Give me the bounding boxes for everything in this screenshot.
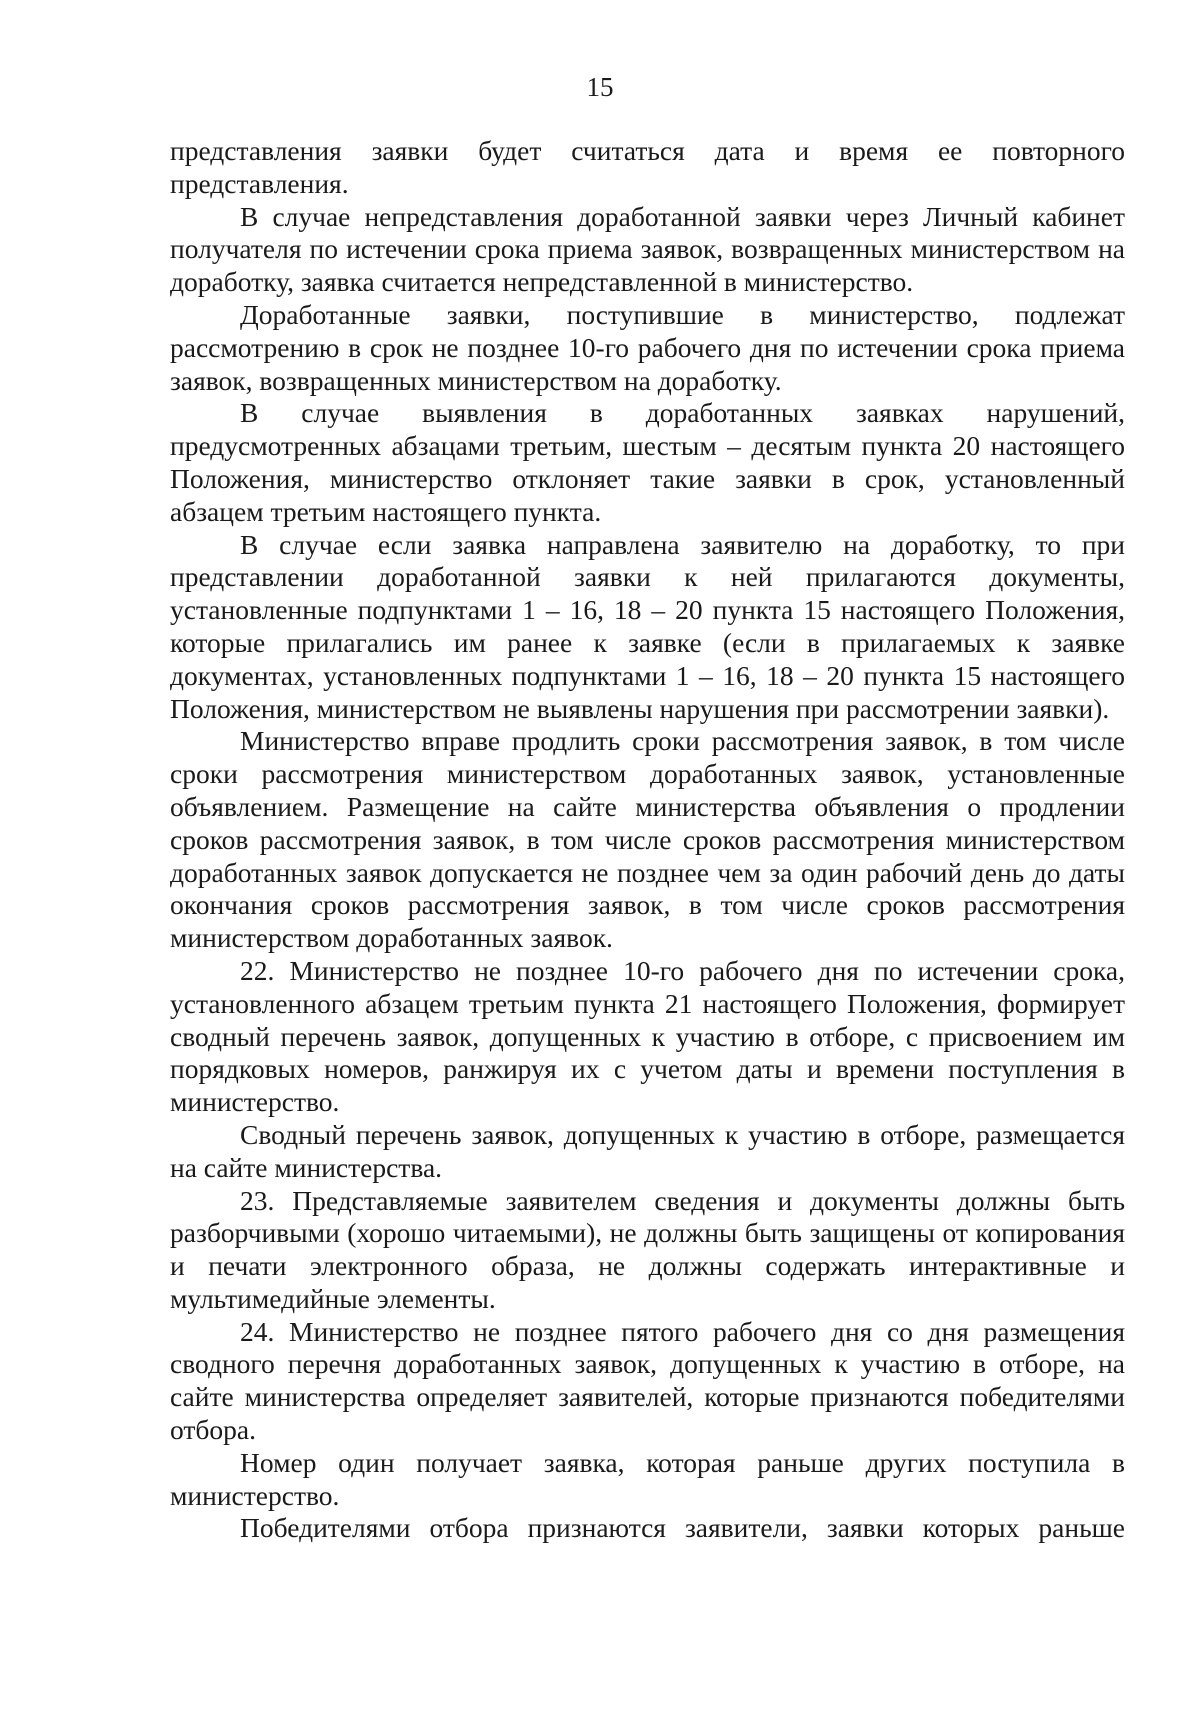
paragraph: В случае непредставления доработанной заявки через Личный кабинет получателя по истечении срока приема заявок, возвращенных министерством на доработку, заявка считается непредставленной в министерство.	[170, 200, 1125, 298]
paragraph: В случае если заявка направлена заявителю на доработку, то при представлении доработанной заявки к ней прилагаются документы, установленные подпунктами 1 – 16, 18 – 20 пункта 15 настоящего Положения, которые прилагались им ранее к заявке (если в прилагаемых к заявке документах, установленных подпунктами 1 – 16, 18 – 20 пункта 15 настоящего Положения, министерством не выявлены нарушения при рассмотрении заявки).	[170, 528, 1125, 724]
paragraph: представления заявки будет считаться дата и время ее повторного представления.	[170, 135, 1125, 199]
document-body	[170, 135, 1125, 1545]
paragraph: Доработанные заявки, поступившие в министерство, подлежат рассмотрению в срок не позднее 10-го рабочего дня по истечении срока приема заявок, возвращенных министерством на доработку.	[170, 298, 1125, 396]
paragraph: 24. Министерство не позднее пятого рабочего дня со дня размещения сводного перечня доработанных заявок, допущенных к участию в отборе, на сайте министерства определяет заявителей, которые признаются победителями отбора.	[170, 1315, 1125, 1446]
paragraph: Победителями отбора признаются заявители, заявки которых раньше	[240, 1512, 1125, 1544]
paragraph: 23. Представляемые заявителем сведения и документы должны быть разборчивыми (хорошо читаемыми), не должны быть защищены от копирования и печати электронного образа, не должны содержать интерактивные и мультимедийные элементы.	[170, 1184, 1125, 1314]
paragraph: Сводный перечень заявок, допущенных к участию в отборе, размещается на сайте министерства.	[170, 1118, 1125, 1183]
page-number: 15	[586, 72, 614, 102]
paragraph: Министерство вправе продлить сроки рассмотрения заявок, в том числе сроки рассмотрения министерством доработанных заявок, установленные объявлением. Размещение на сайте министерства объявления о продлении сроков рассмотрения заявок, в том числе сроков рассмотрения министерством доработанных заявок допускается не позднее чем за один рабочий день до даты окончания сроков рассмотрения заявок, в том числе сроков рассмотрения министерством доработанных заявок.	[170, 725, 1125, 954]
paragraph: Номер один получает заявка, которая раньше других поступила в министерство.	[170, 1446, 1125, 1511]
paragraph: 22. Министерство не позднее 10-го рабочего дня по истечении срока, установленного абзацем третьим пункта 21 настоящего Положения, формирует сводный перечень заявок, допущенных к участию в отборе, с присвоением им порядковых номеров, ранжируя их с учетом даты и времени поступления в министерство.	[170, 954, 1125, 1118]
paragraph: В случае выявления в доработанных заявках нарушений, предусмотренных абзацами третьим, шестым – десятым пункта 20 настоящего Положения, министерство отклоняет такие заявки в срок, установленный абзацем третьим настоящего пункта.	[170, 397, 1125, 527]
